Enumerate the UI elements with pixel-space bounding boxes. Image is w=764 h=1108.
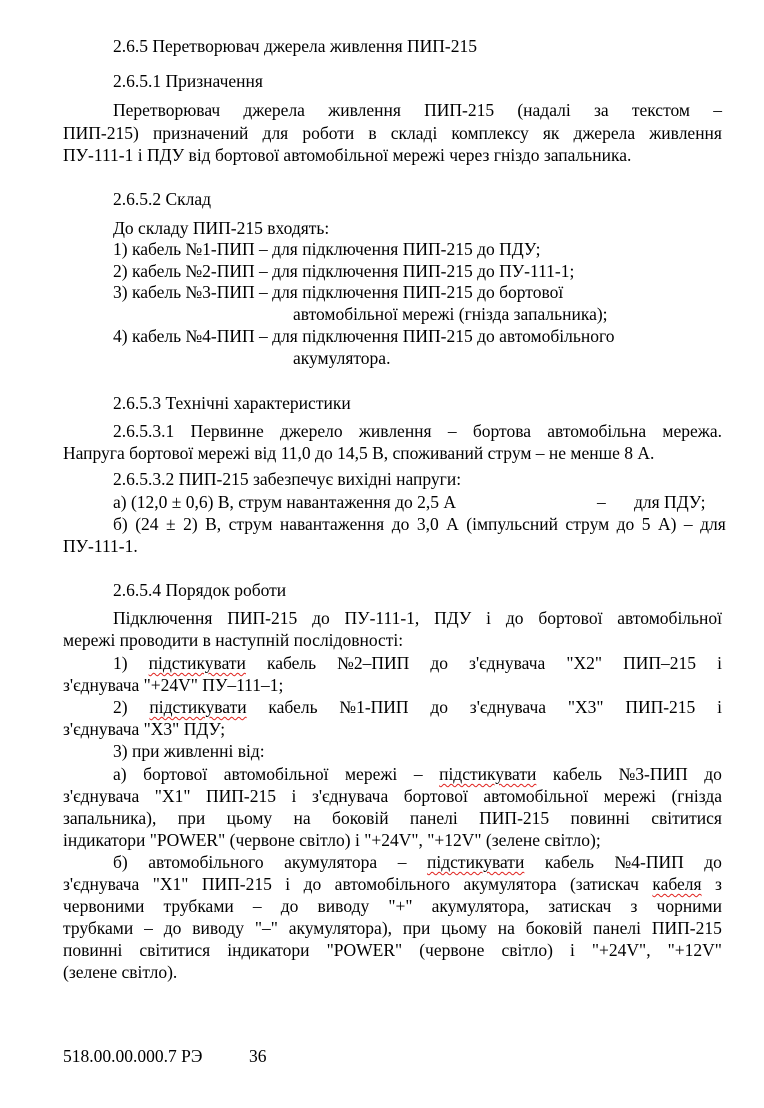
word: підстикувати — [149, 697, 247, 717]
word: підстикувати — [427, 852, 525, 872]
word: ± — [166, 514, 176, 534]
word: №4-ПИП — [614, 852, 684, 872]
word: комплексу — [451, 123, 529, 143]
word: автомобільної — [483, 786, 589, 806]
word: бортова — [472, 421, 531, 441]
specs-voltages-intro: 2.6.5.3.2 ПИП-215 забезпечує вихідні напруги: — [113, 469, 462, 489]
word: і — [717, 653, 722, 673]
word: складі — [390, 123, 438, 143]
word: до — [312, 608, 330, 628]
word: ПИП-215 — [201, 874, 272, 894]
word: для — [700, 514, 726, 534]
specs-line-1 — [113, 420, 722, 442]
word: виводу — [192, 918, 244, 938]
heading-composition: 2.6.5.2 Склад — [113, 189, 212, 209]
word: 1) — [113, 653, 128, 673]
option-b-line-6: (зелене світло). — [63, 962, 178, 982]
specs-line-2: Напруга бортової мережі від 11,0 до 14,5 В, споживаний струм – не менше 8 А. — [63, 443, 655, 463]
option-b-line-2 — [63, 873, 722, 895]
composition-item-4-cont: акумулятора. — [293, 348, 391, 368]
word: Підключення — [113, 608, 213, 628]
specs-voltage-b — [113, 513, 726, 535]
word: запальника), — [63, 808, 157, 828]
step-2-line-2: з'єднувача "Х3" ПДУ; — [63, 719, 226, 739]
word: до — [704, 852, 722, 872]
word: мережі — [603, 786, 656, 806]
purpose-line-2 — [63, 122, 722, 144]
word: – — [252, 896, 262, 916]
word: кабель — [544, 852, 595, 872]
composition-item-3: 3) кабель №3-ПИП – для підключення ПИП-215 до бортової — [113, 282, 564, 302]
word: ПДУ — [434, 608, 472, 628]
option-a-line-1 — [113, 763, 722, 785]
word: і — [285, 874, 291, 894]
word: б) — [113, 852, 128, 872]
word: як — [542, 123, 560, 143]
word: акумулятора — [463, 874, 557, 894]
word: ПИП-215) — [63, 123, 139, 143]
specs-voltage-a-target: для ПДУ; — [634, 492, 706, 512]
word: – — [413, 764, 423, 784]
heading-specs: 2.6.5.3 Технічні характеристики — [113, 393, 351, 413]
word: світитися — [651, 808, 722, 828]
word: кабель — [552, 764, 603, 784]
operation-line-1 — [113, 607, 722, 629]
word: ПИП–215 — [623, 653, 697, 673]
heading-operation: 2.6.5.4 Порядок роботи — [113, 580, 287, 600]
composition-item-2: 2) кабель №2-ПИП – для підключення ПИП-215 до ПУ-111-1; — [113, 261, 575, 281]
word: до — [391, 514, 410, 534]
word: акумулятора, — [431, 896, 530, 916]
word: №2–ПИП — [337, 653, 410, 673]
word: а) — [113, 764, 127, 784]
word: струм — [228, 514, 273, 534]
word: панелі — [409, 808, 458, 828]
word: затискач — [548, 896, 612, 916]
purpose-line-3: ПУ-111-1 і ПДУ від бортової автомобільної мережі через гніздо запальника. — [63, 145, 632, 165]
word: автомобільного — [148, 852, 264, 872]
word: бортової — [143, 764, 208, 784]
word: на — [497, 918, 515, 938]
word: світитися — [139, 940, 211, 960]
footer-document-code: 518.00.00.000.7 РЭ — [63, 1046, 203, 1066]
step-1-line-2: з'єднувача "+24V" ПУ–111–1; — [63, 675, 284, 695]
word: ПИП-215 — [424, 100, 495, 120]
word: цьому — [441, 918, 487, 938]
specs-voltage-a-dash: – — [597, 492, 606, 512]
word: підстикувати — [439, 764, 537, 784]
word: №1-ПИП — [339, 697, 409, 717]
word: червоними — [63, 896, 145, 916]
word: 2) — [183, 514, 198, 534]
operation-line-2: мережі проводити в наступній послідовності: — [63, 630, 404, 650]
word: цьому — [226, 808, 273, 828]
composition-item-3-cont: автомобільної мережі (гнізда запальника); — [293, 304, 608, 324]
word: текстом — [631, 100, 690, 120]
word: – — [144, 918, 153, 938]
word: ПИП-215 — [227, 608, 298, 628]
option-b-line-5 — [63, 939, 722, 961]
word: В, — [205, 514, 222, 534]
composition-intro: До складу ПИП-215 входять: — [113, 218, 330, 238]
word: "+" — [388, 896, 413, 916]
word: трубками — [63, 918, 134, 938]
word: до — [430, 653, 448, 673]
word: джерело — [280, 421, 343, 441]
word: бортової — [538, 608, 603, 628]
word: з — [715, 874, 722, 894]
purpose-line-1 — [113, 99, 722, 121]
word: ПИП-215 — [651, 918, 722, 938]
specs-voltage-b-cont: ПУ-111-1. — [63, 536, 138, 556]
word: повинні — [63, 940, 123, 960]
word: – — [683, 514, 693, 534]
word: боковій — [332, 808, 389, 828]
word: до — [303, 874, 322, 894]
word: автомобільного — [334, 874, 451, 894]
word: на — [293, 808, 311, 828]
word: за — [593, 100, 609, 120]
word: до — [704, 764, 722, 784]
word: індикатори — [227, 940, 310, 960]
word: Перетворювач — [113, 100, 221, 120]
word: джерела — [573, 123, 636, 143]
word: "Х1" — [152, 874, 189, 894]
composition-item-4: 4) кабель №4-ПИП – для підключення ПИП-215 до автомобільного — [113, 326, 615, 346]
word: світло) — [501, 940, 553, 960]
word: панелі — [593, 918, 641, 938]
option-a-line-4: індикатори "POWER" (червоне світло) і "+24V", "+12V" (зелене світло); — [63, 830, 601, 850]
word: ПУ-111-1, — [344, 608, 420, 628]
word: "Х1" — [154, 786, 191, 806]
word: і — [486, 608, 492, 628]
word: "–" — [254, 918, 278, 938]
word: до — [616, 514, 635, 534]
footer-page-number: 36 — [249, 1046, 267, 1066]
word: підстикувати — [148, 653, 246, 673]
word: 3,0 — [416, 514, 439, 534]
step-2-line-1 — [113, 696, 722, 718]
word: автомобільної — [617, 608, 722, 628]
word: струм — [565, 514, 610, 534]
word: і — [291, 786, 297, 806]
word: акумулятора), — [288, 918, 393, 938]
word: до — [280, 896, 299, 916]
step-1-line-1 — [113, 652, 722, 674]
word: "Х3" — [567, 697, 604, 717]
step-3-intro: 3) при живленні від: — [113, 741, 265, 761]
word: з'єднувача — [63, 874, 140, 894]
word: (імпульсний — [466, 514, 558, 534]
word: "+24V", — [591, 940, 651, 960]
word: живлення — [358, 421, 432, 441]
word: з'єднувача — [311, 786, 389, 806]
word: кабель — [266, 653, 317, 673]
word: б) — [113, 514, 128, 534]
word: живлення — [328, 100, 401, 120]
word: чорними — [656, 896, 722, 916]
word: і — [569, 940, 575, 960]
option-a-line-2 — [63, 785, 722, 807]
word: мережі — [344, 764, 398, 784]
word: ПИП-215 — [479, 808, 550, 828]
word: 2.6.5.3.1 — [113, 421, 175, 441]
word: – — [713, 100, 722, 120]
word: кабеля — [652, 874, 702, 894]
word: бортової — [403, 786, 468, 806]
option-b-line-3 — [63, 895, 722, 917]
option-b-line-1 — [113, 851, 722, 873]
specs-voltage-a: а) (12,0 ± 0,6) В, струм навантаження до 2,5 А — [113, 492, 457, 512]
word: при — [177, 808, 206, 828]
option-b-line-4 — [63, 917, 722, 939]
word: в — [368, 123, 377, 143]
word: з'єднувача — [469, 697, 547, 717]
word: А — [446, 514, 459, 534]
word: живлення — [649, 123, 722, 143]
option-a-line-3 — [63, 807, 722, 829]
word: мережа. — [662, 421, 722, 441]
word: 5 — [641, 514, 651, 534]
word: (затискач — [569, 874, 639, 894]
word: (червоне — [419, 940, 485, 960]
word: з'єднувача — [469, 653, 546, 673]
word: до — [505, 608, 524, 628]
word: трубками — [163, 896, 234, 916]
word: з — [630, 896, 638, 916]
word: автомобільної — [223, 764, 329, 784]
section-title: 2.6.5 Перетворювач джерела живлення ПИП-215 — [113, 36, 477, 56]
word: при — [402, 918, 431, 938]
word: до — [163, 918, 182, 938]
word: призначений — [152, 123, 249, 143]
word: з'єднувача — [63, 786, 140, 806]
word: ПИП-215 — [625, 697, 696, 717]
word: (надалі — [517, 100, 571, 120]
word: роботи — [302, 123, 355, 143]
word: до — [430, 697, 449, 717]
word: №3-ПИП — [618, 764, 688, 784]
word: і — [717, 697, 722, 717]
word: повинні — [570, 808, 630, 828]
composition-item-1: 1) кабель №1-ПИП – для підключення ПИП-215 до ПДУ; — [113, 239, 541, 259]
word: навантаження — [279, 514, 385, 534]
word: "POWER" — [326, 940, 403, 960]
word: (гнізда — [671, 786, 722, 806]
word: акумулятора — [284, 852, 378, 872]
word: (24 — [135, 514, 159, 534]
word: для — [262, 123, 289, 143]
word: "+12V" — [667, 940, 722, 960]
word: виводу — [317, 896, 370, 916]
word: боковій — [525, 918, 583, 938]
word: 2) — [113, 697, 128, 717]
word: "Х2" — [566, 653, 603, 673]
word: ПИП-215 — [206, 786, 277, 806]
word: автомобільна — [547, 421, 647, 441]
word: кабель — [268, 697, 318, 717]
word: – — [397, 852, 407, 872]
heading-purpose: 2.6.5.1 Призначення — [113, 71, 263, 91]
word: – — [447, 421, 457, 441]
word: А) — [657, 514, 677, 534]
word: Первинне — [190, 421, 264, 441]
word: джерела — [243, 100, 305, 120]
